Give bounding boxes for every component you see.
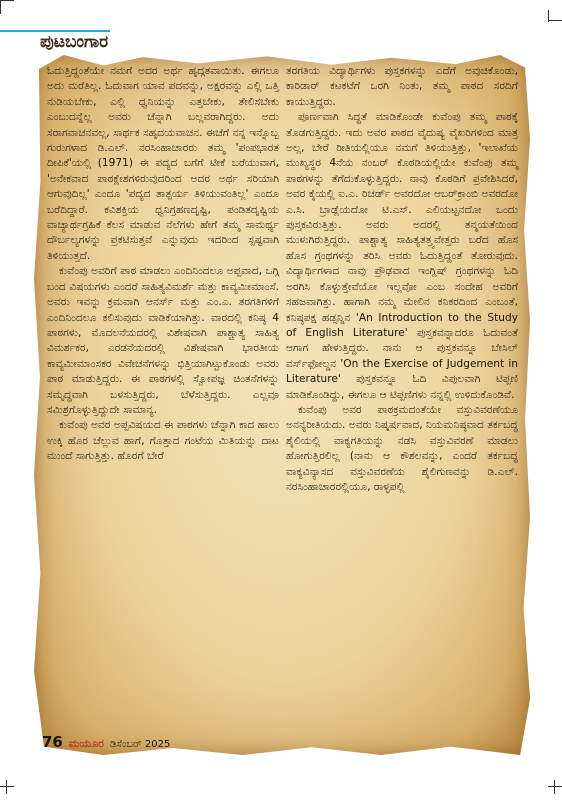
left-column — [47, 64, 279, 465]
section-title: ಪುಟಬಂಗಾರ — [40, 32, 109, 52]
paragraph: ಕುವೆಂಪು ಅವರ ಅಪ್ಪವಿಷಯದ ಈ ಪಾಠಗಳು ಚೆನ್ನಾಗಿ ಕಾದ ಹಾಲು ಉಕ್ಕಿ ಹೊರ ಚೆಲ್ಲುವ ಹಾಗೆ, ಗೊತ್ತಾದ ಗಂಟೆಯ ಮಿತಿಯನ್ನು ದಾಟ ಮುಂದೆ ಸಾಗುತ್ತಿತ್ತು. ಹೊರಗೆ ಬೇರೆ — [47, 419, 279, 463]
issue-date: ಡಿಸೆಂಬರ್ 2025 — [109, 739, 171, 750]
paragraph: ತರಗತಿಯ ವಿದ್ಯಾರ್ಥಿಗಳು ಪುಸ್ತಕಗಳನ್ನು ಎದೆಗೆ ಅವುಚಿಕೊಂಡು, ಕಾರಿಡಾರ್ ಕಟಕಟೆಗೆ ಒರಗಿ ನಿಂತು, ತಮ್ಮ ಪಾಠದ ಸರದಿಗೆ ಕಾಯುತ್ತಿದ್ದರು. — [286, 65, 518, 108]
crop-mark — [548, 786, 562, 787]
paragraph: ಓದುತ್ತಿದ್ದಂತೆಯೇ ನಮಗೆ ಅದರ ಅರ್ಥ ಹೃದ್ಗತವಾಯಿತು. ಈಗಲೂ ಅದು ಮರೆತಿಲ್ಲ. ಓದುವಾಗ ಯಾವ ಪದವನ್ನು, ಅಕ್ಷರವನ್ನು ಎಲ್ಲಿ ಒತ್ತಿ ನುಡಿಯಬೇಕು, ಎಲ್ಲಿ ಧ್ವನಿಯನ್ನು ಎತ್ತಬೇಕು, ತೇಲಿಸಬೇಕು ಎಂಬುದನ್ನೆಲ್ಲ ಅವರು ಚೆನ್ನಾಗಿ ಬಲ್ಲವರಾಗಿದ್ದರು. ಅದು ಸರಾಗವಾಚನವಲ್ಲ, ಸಾರ್ಥಕ ಸಹೃದಯವಾಚನ. ಈಚೆಗೆ ನನ್ನ ಇನ್ನೊಬ್ಬ ಗುರುಗಳಾದ ಡಿ.ಎಲ್. ನರಸಿಂಹಾಚಾರರು ತಮ್ಮ 'ಪಂಪಭಾರತ ದೀಪಿಕೆ'ಯಲ್ಲಿ (1971) ಈ ಪದ್ಯದ ಬಗೆಗೆ ಟೀಕೆ ಬರೆಯುವಾಗ, 'ಅನೇಕವಾದ ಪಾಠಕ್ಲೇಶಗಳಿರುವುದರಿಂದ ಅದರ ಅರ್ಥ ಸರಿಯಾಗಿ ಆಗುವುದಿಲ್ಲ' ಎಂದೂ 'ಪದ್ಯದ ತಾತ್ಪರ್ಯ ತಿಳಿಯುವಂತಿಲ್ಲ' ಎಂದೂ ಬರೆದಿದ್ದಾರೆ. ಕವಿಶಕ್ತಿಯ ಧ್ವನಿಗ್ರಹಣದೃಷ್ಟಿ, ಪಂಡಿತದೃಷ್ಟಿಯ ವಾಚ್ಯಾರ್ಥಗ್ರಹಿಕೆ ಕೆಲಸ ಮಾಡುವ ನೆಲೆಗಳು ಹೇಗೆ ತಮ್ಮ ಸಾಮರ್ಥ್ಯ ದೌರ್ಬಲ್ಯಗಳನ್ನು ಪ್ರಕಟಿಸುತ್ತವೆ ಎನ್ನುವುದು ಇದರಿಂದ ಸ್ಪಷ್ಟವಾಗಿ ತಿಳಿಯುತ್ತದೆ. — [47, 65, 279, 262]
page-number: 76 — [42, 733, 63, 751]
crop-mark — [0, 0, 1, 14]
magazine-logo: ಮಯೂರ — [68, 737, 104, 750]
crop-mark — [0, 786, 14, 787]
crop-mark — [548, 20, 562, 21]
crop-mark — [554, 780, 555, 794]
right-column — [286, 64, 518, 495]
paragraph: ಕುವೆಂಪು ಅವರಿಗೆ ಪಾಠ ಮಾಡಲು ಎಂದಿನಿಂದಲೂ ಅಪ್ಪವಾದ, ಒಗ್ಗಿ ಬಂದ ವಿಷಯಗಳು ಎಂದರೆ ಸಾಹಿತ್ಯವಿಮರ್ಶೆ ಮತ್ತು ಕಾವ್ಯಮೀಮಾಂಸೆ. ಅವರು ಇವನ್ನು ಕ್ರಮವಾಗಿ ಆನರ್ಸ್ ಮತ್ತು ಎಂ.ಎ. ತರಗತಿಗಳಿಗೆ ಎಂದಿನಿಂದಲೂ ಕಲಿಸುವುದು ವಾಡಿಕೆಯಾಗಿತ್ತು. ವಾರದಲ್ಲಿ ಕನಿಷ್ಠ 4 ಪಾಠಗಳು, ಮೊದಲನೆಯದರಲ್ಲಿ ವಿಶೇಷವಾಗಿ ಪಾಶ್ಚಾತ್ಯ ಸಾಹಿತ್ಯ ವಿಮರ್ಶಕರ, ಎರಡನೆಯದರಲ್ಲಿ ವಿಶೇಷವಾಗಿ ಭಾರತೀಯ ಕಾವ್ಯಮೀಮಾಂಸಕರ ವಿವೇಚನೆಗಳನ್ನು ಭಿತ್ತಿಯಾಗಿಟ್ಟುಕೊಂಡು ಅವರು ಪಾಠ ಮಾಡುತ್ತಿದ್ದರು. ಈ ಪಾಠಗಳಲ್ಲಿ ಸ್ವೋಪಜ್ಞ ಚಿಂತನೆಗಳನ್ನು ಸಮೃದ್ಧವಾಗಿ ಬಳಸುತ್ತಿದ್ದರು, ಬೆಳೆಸುತ್ತಿದ್ದರು. ಎಲ್ಲವೂ ಸಮಿಶ್ರಗೊಳ್ಳುತ್ತಿದ್ದುದೇ ಸಾಮಾನ್ಯ. — [47, 265, 279, 416]
page-footer — [42, 733, 170, 751]
crop-mark — [0, 0, 14, 1]
paragraph: ಕುವೆಂಪು ಅವರ ಪಾಠಕ್ರಮದಂತೆಯೇ ವಸ್ತುವಿವರಣೆಯೂ ಅನನ್ಯರೀತಿಯದು. ಅವರು ನಿಷ್ಕರ್ಷವಾದ, ನಿಯಮನಿಷ್ಠವಾದ ತರ್ಕಬದ್ಧ ಶೈಲಿಯಲ್ಲಿ ವಾಕ್ಯಗತಿಯನ್ನು ನಡಸಿ ವಸ್ತುವಿವರಣೆ ಮಾಡಲು ಹೋಗುತ್ತಿರಲಿಲ್ಲ (ನಾನು ಆ ಕೌಶಲವನ್ನು, ಎಂದರೆ ತರ್ಕಬದ್ಧ ವಾಕ್ಯವಿನ್ಯಾಸದ ವಸ್ತುವಿವರಣೆಯ ಶೈಲಿಗುಣವನ್ನು ಡಿ.ಎಲ್. ನರಸಿಂಹಾಚಾರರಲ್ಲಿಯೂ, ರಾಳ್ಳಪಲ್ಲಿ — [286, 403, 518, 493]
paragraph: ಪೂರ್ಣವಾಗಿ ಸಿದ್ಧತೆ ಮಾಡಿಕೊಂಡೇ ಕುವೆಂಪು ತಮ್ಮ ಪಾಠಕ್ಕೆ ತೊಡಗುತ್ತಿದ್ದರು. ಇದು ಅವರ ಪಾಠದ ವೈದುಷ್ಯ ವೈಖರಿಗಳಿಂದ ಮಾತ್ರ ಅಲ್ಲ, ಬೇರೆ ರೀತಿಯಲ್ಲಿಯೂ ನಮಗೆ ತಿಳಿಯುತ್ತಿತ್ತು, 'ಇಲಾಖೆಯ ಮುಖ್ಯಸ್ಥರ 4ನೆಯ ನಂಬರ್ ಕೊಠಡಿಯಲ್ಲಿಯೇ ಕುವೆಂಪು ತಮ್ಮ ಪಾಠಗಳನ್ನು ತೆಗೆದುಕೊಳ್ಳುತ್ತಿದ್ದರು. ನಾವು ಕೊಠಡಿಗೆ ಪ್ರವೇಶಿಸಿದರೆ, ಅವರ ಕೈಯಲ್ಲಿ ಐ.ಎ. ರಿಚರ್ಡ್ ಅವರದೋ ಆಬರ್‌ಕ್ರಾಂಬಿ ಅವರದೋ ಎ.ಸಿ. ಬ್ರಾಡ್ಲೆಯದೋ ಟಿ.ಎಸ್. ಎಲಿಯಟ್ಟನದೋ ಒಂದು ಪುಸ್ತಕವಿರುತ್ತಿತ್ತು. ಅವರು ಅದರಲ್ಲಿ ತನ್ಮಯತೆಯಿಂದ ಮುಳುಗಿರುತ್ತಿದ್ದರು. ಪಾಶ್ಚಾತ್ಯ ಸಾಹಿತ್ಯತತ್ತ್ವವೇತ್ತರು ಬರೆದ ಹೊಸ ಹೊಸ ಗ್ರಂಥಗಳನ್ನು ತರಿಸಿ ಅವರು ಓದುತ್ತಿದ್ದಂತೆ ತೋರುವುದು. ವಿದ್ಯಾರ್ಥಿಗಳಾದ ನಾವು ಪ್ರೌಢವಾದ ಇಂಗ್ಲಿಷ್ ಗ್ರಂಥಗಳನ್ನು ಓದಿ ಅರಗಿಸಿ ಕೊಳ್ಳುತ್ತೇವೆಯೋ ಇಲ್ಲವೋ ಎಂಬ ಸಂದೇಹ ಅವರಿಗೆ ಸಹಜವಾಗಿತ್ತು. ಹಾಗಾಗಿ ನಮ್ಮ ಮೇಲಿನ ಕನಿಕರದಿಂದ ಎಂಬಂತೆ, ಕನಿಷ್ಠಪಕ್ಷ ಹಡ್ಸನ್ನಿನ 'An Introduction to the Study of English Literature' ಪುಸ್ತಕವನ್ನಾದರೂ ಓದುವಂತೆ ಆಗಾಗ ಹೇಳುತ್ತಿದ್ದರು. ನಾನು ಆ ಪುಸ್ತಕವನ್ನೂ ಬೇಸಿಲ್ ವರ್ಸ್‌ಫೋಲ್ಡನ 'On the Exercise of Judgement in Literature' ಪುಸ್ತಕವನ್ನೂ ಓದಿ ವಿಪುಲವಾಗಿ ಟಿಪ್ಪಣಿ ಮಾಡಿಕೊಂಡಿದ್ದು, ಈಗಲೂ ಆ ಟಿಪ್ಪಣಿಗಳು ನನ್ನಲ್ಲಿ ಉಳಿದುಕೊಂಡಿವೆ. — [286, 111, 518, 401]
crop-mark — [6, 780, 7, 794]
